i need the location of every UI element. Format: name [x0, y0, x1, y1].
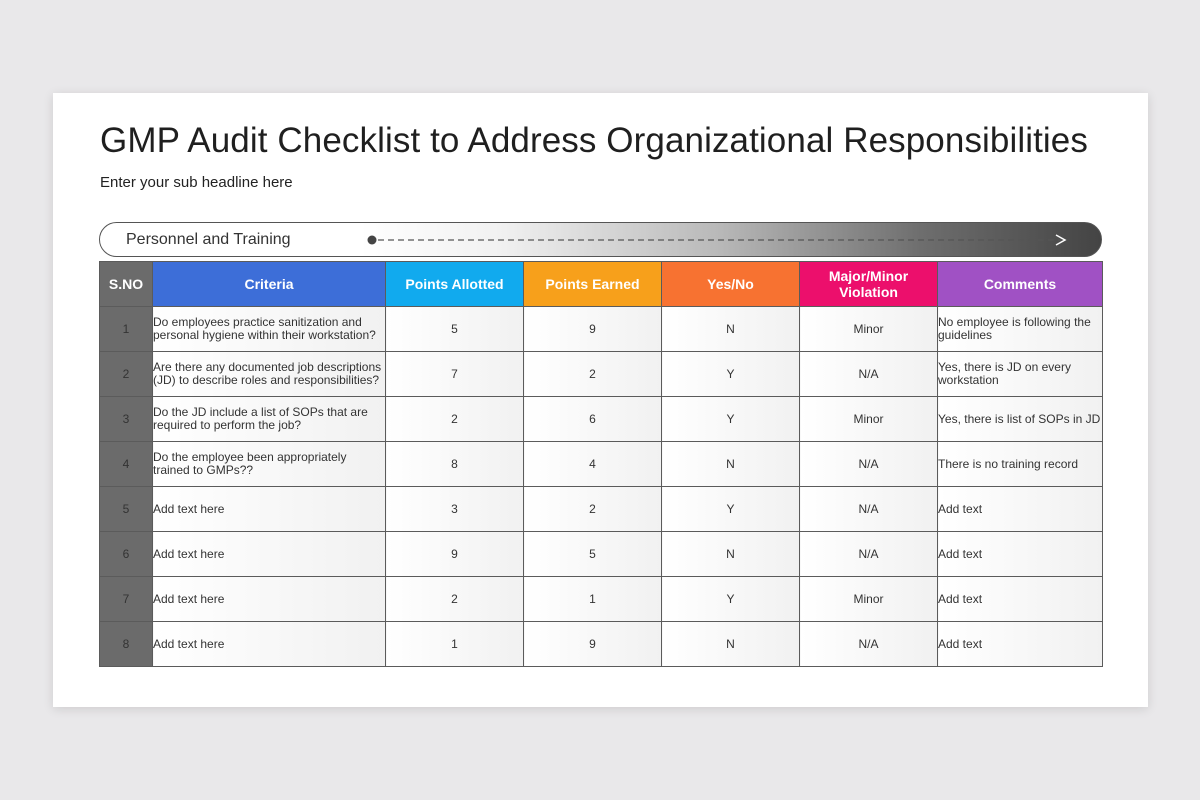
row-violation: N/A [800, 622, 938, 667]
slide [53, 93, 1148, 707]
row-criteria: Add text here [153, 532, 386, 577]
header-criteria: Criteria [153, 262, 386, 307]
table-row [100, 397, 1103, 442]
row-sno: 5 [100, 487, 153, 532]
table-row [100, 352, 1103, 397]
header-violation-line1: Major/Minor [828, 268, 909, 284]
row-comment: Yes, there is list of SOPs in JD [938, 397, 1103, 442]
row-yes-no: Y [662, 487, 800, 532]
header-yes-no: Yes/No [662, 262, 800, 307]
row-criteria: Do the employee been appropriately trained to GMPs?? [153, 442, 386, 487]
row-points-allotted: 9 [386, 532, 524, 577]
row-violation: N/A [800, 352, 938, 397]
row-comment: Add text [938, 622, 1103, 667]
row-yes-no: Y [662, 577, 800, 622]
header-points-earned: Points Earned [524, 262, 662, 307]
row-points-allotted: 2 [386, 397, 524, 442]
header-violation [800, 262, 938, 307]
row-points-allotted: 5 [386, 307, 524, 352]
row-comment: Add text [938, 487, 1103, 532]
header-comments: Comments [938, 262, 1103, 307]
row-comment: Yes, there is JD on every workstation [938, 352, 1103, 397]
header-violation-line2: Violation [839, 284, 898, 300]
audit-checklist-table [99, 261, 1103, 667]
row-sno: 2 [100, 352, 153, 397]
row-criteria: Do the JD include a list of SOPs that are required to perform the job? [153, 397, 386, 442]
row-points-earned: 5 [524, 532, 662, 577]
page-title: GMP Audit Checklist to Address Organizational Responsibilities [100, 121, 1088, 160]
row-sno: 3 [100, 397, 153, 442]
row-yes-no: N [662, 532, 800, 577]
row-points-earned: 9 [524, 622, 662, 667]
table-row [100, 307, 1103, 352]
table-row [100, 532, 1103, 577]
row-comment: No employee is following the guidelines [938, 307, 1103, 352]
row-points-allotted: 8 [386, 442, 524, 487]
table-header-row [100, 262, 1103, 307]
section-label: Personnel and Training [126, 231, 291, 248]
row-violation: N/A [800, 532, 938, 577]
row-points-allotted: 1 [386, 622, 524, 667]
row-points-earned: 2 [524, 487, 662, 532]
row-points-earned: 6 [524, 397, 662, 442]
row-sno: 4 [100, 442, 153, 487]
row-comment: Add text [938, 577, 1103, 622]
row-yes-no: Y [662, 397, 800, 442]
section-bar [99, 222, 1102, 257]
table-row [100, 622, 1103, 667]
row-criteria: Do employees practice sanitization and personal hygiene within their workstation? [153, 307, 386, 352]
row-criteria: Add text here [153, 577, 386, 622]
row-criteria: Add text here [153, 622, 386, 667]
row-comment: There is no training record [938, 442, 1103, 487]
row-points-earned: 9 [524, 307, 662, 352]
row-points-earned: 2 [524, 352, 662, 397]
row-sno: 7 [100, 577, 153, 622]
row-violation: Minor [800, 307, 938, 352]
page-subtitle: Enter your sub headline here [100, 174, 293, 191]
table-row [100, 577, 1103, 622]
header-points-allotted: Points Allotted [386, 262, 524, 307]
table-row [100, 442, 1103, 487]
row-sno: 1 [100, 307, 153, 352]
row-yes-no: N [662, 307, 800, 352]
row-sno: 6 [100, 532, 153, 577]
row-criteria: Are there any documented job descriptions (JD) to describe roles and responsibilities? [153, 352, 386, 397]
row-points-allotted: 3 [386, 487, 524, 532]
row-points-allotted: 7 [386, 352, 524, 397]
header-sno: S.NO [100, 262, 153, 307]
row-points-allotted: 2 [386, 577, 524, 622]
table-row [100, 487, 1103, 532]
row-violation: Minor [800, 577, 938, 622]
row-violation: N/A [800, 487, 938, 532]
row-yes-no: N [662, 442, 800, 487]
row-violation: N/A [800, 442, 938, 487]
row-yes-no: N [662, 622, 800, 667]
row-violation: Minor [800, 397, 938, 442]
row-points-earned: 1 [524, 577, 662, 622]
row-yes-no: Y [662, 352, 800, 397]
row-criteria: Add text here [153, 487, 386, 532]
row-points-earned: 4 [524, 442, 662, 487]
dashed-arrow-icon [362, 231, 1072, 249]
row-sno: 8 [100, 622, 153, 667]
row-comment: Add text [938, 532, 1103, 577]
